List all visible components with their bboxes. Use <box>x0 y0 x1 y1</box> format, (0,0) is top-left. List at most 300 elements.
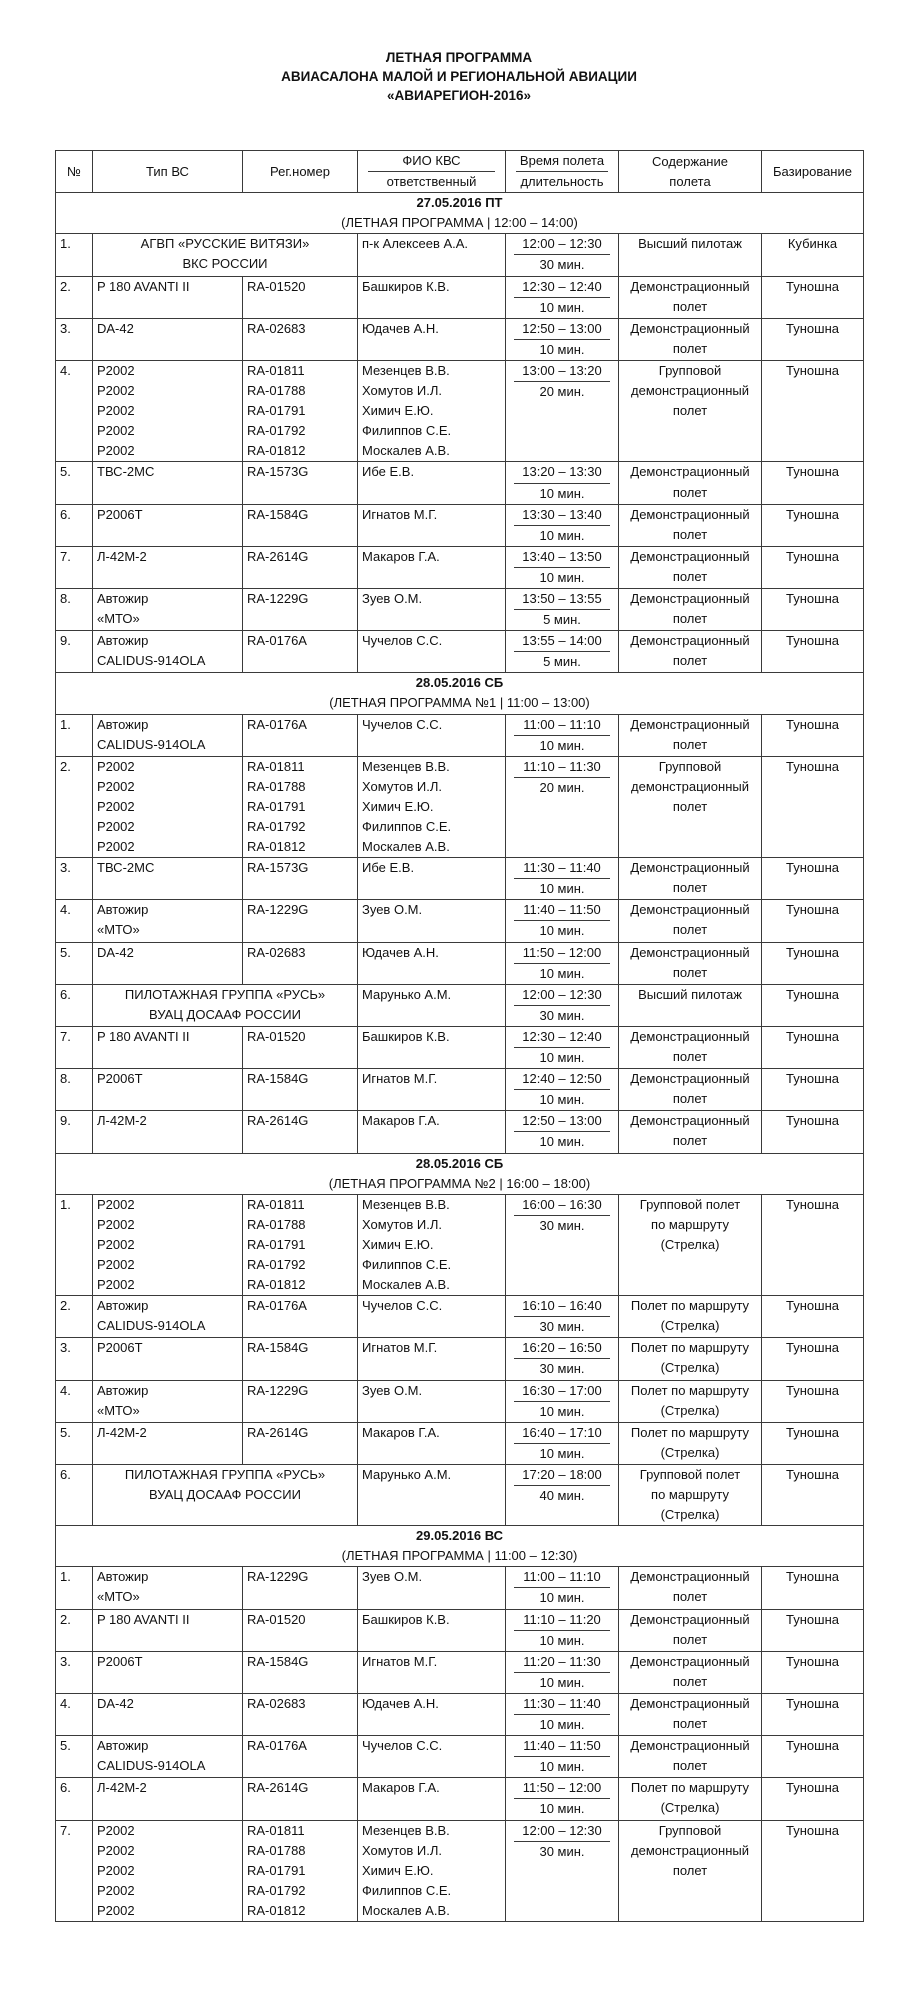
content-cell <box>619 858 762 900</box>
base-cell: Туношна <box>762 588 864 630</box>
aircraft-type: CALIDUS-914OLA <box>97 653 206 669</box>
table-row <box>56 1651 864 1693</box>
pilot-name: Ибе Е.В. <box>362 860 415 876</box>
time-cell <box>506 984 619 1026</box>
base-cell: Туношна <box>762 1736 864 1778</box>
flight-program-table <box>55 150 864 1922</box>
flight-time: 13:30 – 13:40 <box>514 505 610 526</box>
base-cell: Туношна <box>762 318 864 360</box>
date-row <box>56 673 864 714</box>
header-reg: Рег.номер <box>243 151 358 193</box>
flight-content: Высший пилотаж <box>638 236 742 252</box>
aircraft-type: Автожир <box>97 1382 149 1398</box>
table-row <box>56 756 864 857</box>
table-row <box>56 1567 864 1609</box>
content-cell <box>619 1693 762 1735</box>
flight-time: 13:50 – 13:55 <box>514 589 610 610</box>
time-cell <box>506 318 619 360</box>
row-number: 1. <box>56 714 93 756</box>
time-cell <box>506 1380 619 1422</box>
registration-cell <box>243 1296 358 1338</box>
registration-number: RA-01788 <box>247 778 306 794</box>
flight-content: (Стрелка) <box>660 1318 720 1334</box>
content-cell <box>619 1609 762 1651</box>
aircraft-type-cell <box>93 1338 243 1380</box>
row-number: 3. <box>56 1651 93 1693</box>
aircraft-type-cell <box>93 318 243 360</box>
base-cell: Туношна <box>762 631 864 673</box>
flight-duration: 10 мин. <box>539 569 585 585</box>
table-row <box>56 984 864 1026</box>
base-cell: Туношна <box>762 714 864 756</box>
pilot-cell <box>358 462 506 504</box>
flight-content: Демонстрационный <box>630 1113 750 1129</box>
time-cell <box>506 276 619 318</box>
registration-number: RA-0176A <box>247 633 307 649</box>
aircraft-type-cell <box>93 1296 243 1338</box>
flight-content: демонстрационный <box>631 383 749 399</box>
program-subtitle: (ЛЕТНАЯ ПРОГРАММА | 12:00 – 14:00) <box>341 215 578 231</box>
base-cell: Туношна <box>762 942 864 984</box>
flight-duration: 5 мин. <box>543 654 581 670</box>
table-row <box>56 1026 864 1068</box>
aircraft-type-cell <box>93 1693 243 1735</box>
time-cell <box>506 1422 619 1464</box>
aircraft-type: P2006T <box>97 1340 143 1356</box>
registration-cell <box>243 1820 358 1921</box>
pilot-cell <box>358 1820 506 1921</box>
registration-cell <box>243 1736 358 1778</box>
aircraft-type: ВУАЦ ДОСААФ РОССИИ <box>149 1487 301 1502</box>
date-row <box>56 1526 864 1567</box>
flight-time: 16:00 – 16:30 <box>514 1195 610 1216</box>
header-row <box>56 151 864 193</box>
pilot-name: Химич Е.Ю. <box>362 1862 434 1878</box>
table-row <box>56 276 864 318</box>
aircraft-type: CALIDUS-914OLA <box>97 1318 206 1334</box>
time-cell <box>506 234 619 276</box>
content-cell <box>619 1069 762 1111</box>
base-cell: Туношна <box>762 1194 864 1295</box>
aircraft-type-cell <box>93 360 243 461</box>
aircraft-type: «МТО» <box>97 922 140 938</box>
base-cell: Туношна <box>762 546 864 588</box>
row-number: 1. <box>56 1567 93 1609</box>
aircraft-type: P2002 <box>97 1902 135 1918</box>
content-cell <box>619 318 762 360</box>
pilot-name: Башкиров К.В. <box>362 1611 450 1627</box>
flight-time: 13:55 – 14:00 <box>514 631 610 652</box>
flight-content: Групповой <box>658 1822 722 1838</box>
content-cell <box>619 1422 762 1464</box>
flight-duration: 10 мин. <box>539 341 585 357</box>
content-cell <box>619 1026 762 1068</box>
table-row <box>56 1111 864 1153</box>
flight-content: (Стрелка) <box>660 1236 720 1252</box>
flight-duration: 10 мин. <box>539 1674 585 1690</box>
flight-content: полет <box>672 653 708 669</box>
flight-content: полет <box>672 1862 708 1878</box>
row-number: 7. <box>56 1820 93 1921</box>
registration-number: RA-01520 <box>247 1028 306 1044</box>
base-cell: Туношна <box>762 462 864 504</box>
date-cell <box>56 673 864 714</box>
pilot-name: Чучелов С.С. <box>362 633 443 649</box>
registration-number: RA-01811 <box>247 362 305 378</box>
flight-content: Демонстрационный <box>630 1653 750 1669</box>
time-cell <box>506 1651 619 1693</box>
date-cell <box>56 1153 864 1194</box>
aircraft-type: P2006T <box>97 506 143 522</box>
aircraft-type: P2002 <box>97 1822 135 1838</box>
flight-duration: 5 мин. <box>543 612 581 628</box>
header-pilot: ФИО КВС ответственный <box>358 151 506 193</box>
row-number: 9. <box>56 631 93 673</box>
aircraft-type: Автожир <box>97 1738 149 1754</box>
row-number: 3. <box>56 1338 93 1380</box>
pilot-cell <box>358 714 506 756</box>
base-cell: Кубинка <box>762 234 864 276</box>
flight-time: 12:30 – 12:40 <box>514 1027 610 1048</box>
content-cell <box>619 462 762 504</box>
row-number: 2. <box>56 276 93 318</box>
aircraft-group <box>93 234 358 276</box>
pilot-name: Башкиров К.В. <box>362 1028 450 1044</box>
flight-duration: 30 мин. <box>539 1361 585 1377</box>
base-cell: Туношна <box>762 1464 864 1525</box>
aircraft-type: P2002 <box>97 362 135 378</box>
base-cell: Туношна <box>762 1567 864 1609</box>
flight-duration: 10 мин. <box>539 1717 585 1733</box>
table-row <box>56 1609 864 1651</box>
pilot-name: Хомутов И.Л. <box>362 1216 442 1232</box>
flight-content: полет <box>672 1758 708 1774</box>
flight-duration: 10 мин. <box>539 1092 585 1108</box>
time-cell <box>506 900 619 942</box>
date-cell <box>56 193 864 234</box>
aircraft-type-cell <box>93 631 243 673</box>
flight-duration: 30 мин. <box>539 1319 585 1335</box>
flight-time: 11:00 – 11:10 <box>514 1567 610 1588</box>
row-number: 6. <box>56 1778 93 1820</box>
flight-content: Демонстрационный <box>630 860 750 876</box>
pilot-name: Юдачев А.Н. <box>362 1695 439 1711</box>
pilot-cell <box>358 360 506 461</box>
registration-number: RA-01811 <box>247 1822 305 1838</box>
flight-content: Полет по маршруту <box>630 1298 750 1314</box>
base-cell: Туношна <box>762 360 864 461</box>
aircraft-type-cell <box>93 504 243 546</box>
flight-time: 13:00 – 13:20 <box>514 361 610 382</box>
content-cell <box>619 276 762 318</box>
pilot-name: Зуев О.М. <box>362 1382 423 1398</box>
flight-content: полет <box>672 964 708 980</box>
content-cell <box>619 1736 762 1778</box>
program-subtitle: (ЛЕТНАЯ ПРОГРАММА №1 | 11:00 – 13:00) <box>329 695 590 711</box>
flight-duration: 10 мин. <box>539 527 585 543</box>
pilot-name: Москалев А.В. <box>362 443 450 459</box>
pilot-name: Игнатов М.Г. <box>362 1653 438 1669</box>
aircraft-type: P2002 <box>97 1882 135 1898</box>
flight-content: полет <box>672 526 708 542</box>
registration-number: RA-01791 <box>247 798 306 814</box>
flight-content: полет <box>672 298 708 314</box>
table-row <box>56 360 864 461</box>
pilot-name: Хомутов И.Л. <box>362 778 442 794</box>
date-cell <box>56 1526 864 1567</box>
content-cell <box>619 756 762 857</box>
pilot-name: Москалев А.В. <box>362 1902 450 1918</box>
row-number: 2. <box>56 1296 93 1338</box>
pilot-cell <box>358 942 506 984</box>
time-cell <box>506 1609 619 1651</box>
pilot-name: Хомутов И.Л. <box>362 383 442 399</box>
flight-content: Групповой <box>658 758 722 774</box>
row-number: 1. <box>56 1194 93 1295</box>
flight-duration: 30 мин. <box>539 1007 585 1023</box>
registration-number: RA-02683 <box>247 1695 306 1711</box>
row-number: 1. <box>56 234 93 276</box>
pilot-name: Химич Е.Ю. <box>362 798 434 814</box>
time-cell <box>506 1567 619 1609</box>
pilot-name: Макаров Г.А. <box>362 1424 440 1440</box>
flight-content: Демонстрационный <box>630 464 750 480</box>
row-number: 5. <box>56 1422 93 1464</box>
pilot-name: Мезенцев В.В. <box>362 1822 450 1838</box>
content-cell <box>619 1194 762 1295</box>
registration-number: RA-01788 <box>247 383 306 399</box>
aircraft-type: Автожир <box>97 1298 149 1314</box>
content-cell <box>619 631 762 673</box>
aircraft-type: CALIDUS-914OLA <box>97 1758 206 1774</box>
time-cell <box>506 1026 619 1068</box>
pilot-cell <box>358 858 506 900</box>
pilot-name: Филиппов С.Е. <box>362 423 452 439</box>
aircraft-type-cell <box>93 462 243 504</box>
pilot-cell <box>358 1380 506 1422</box>
pilot-cell <box>358 1338 506 1380</box>
row-number: 6. <box>56 984 93 1026</box>
flight-content: полет <box>672 340 708 356</box>
pilot-name: Макаров Г.А. <box>362 1780 440 1796</box>
aircraft-type: P2002 <box>97 758 135 774</box>
registration-number: RA-1584G <box>247 1071 309 1087</box>
aircraft-type-cell <box>93 756 243 857</box>
row-number: 3. <box>56 318 93 360</box>
table-row <box>56 1194 864 1295</box>
pilot-cell <box>358 318 506 360</box>
flight-content: (Стрелка) <box>660 1507 720 1523</box>
program-date: 27.05.2016 ПТ <box>416 195 503 211</box>
flight-time: 11:10 – 11:30 <box>514 757 610 778</box>
aircraft-type: P2002 <box>97 443 135 459</box>
flight-duration: 30 мин. <box>539 1217 585 1233</box>
flight-time: 12:00 – 12:30 <box>514 985 610 1006</box>
base-cell: Туношна <box>762 1693 864 1735</box>
date-row <box>56 1153 864 1194</box>
table-row <box>56 631 864 673</box>
aircraft-type-cell <box>93 1778 243 1820</box>
flight-content: Полет по маршруту <box>630 1382 750 1398</box>
aircraft-type-cell <box>93 276 243 318</box>
time-cell <box>506 1820 619 1921</box>
registration-cell <box>243 1609 358 1651</box>
row-number: 5. <box>56 1736 93 1778</box>
registration-number: RA-1584G <box>247 1340 309 1356</box>
time-cell <box>506 714 619 756</box>
flight-content: полет <box>672 1049 708 1065</box>
aircraft-type: АГВП «РУССКИЕ ВИТЯЗИ» <box>140 236 310 252</box>
time-cell <box>506 942 619 984</box>
aircraft-type: Автожир <box>97 902 149 918</box>
flight-duration: 10 мин. <box>539 965 585 981</box>
pilot-cell <box>358 1194 506 1295</box>
aircraft-type: CALIDUS-914OLA <box>97 736 206 752</box>
flight-time: 12:50 – 13:00 <box>514 1111 610 1132</box>
content-cell <box>619 1380 762 1422</box>
base-cell: Туношна <box>762 1651 864 1693</box>
flight-time: 16:10 – 16:40 <box>514 1296 610 1317</box>
flight-content: демонстрационный <box>631 1842 749 1858</box>
registration-cell <box>243 1069 358 1111</box>
pilot-cell <box>358 1567 506 1609</box>
registration-cell <box>243 1422 358 1464</box>
time-cell <box>506 462 619 504</box>
table-row <box>56 1464 864 1525</box>
flight-duration: 10 мин. <box>539 1590 585 1606</box>
flight-content: полет <box>672 1589 708 1605</box>
content-cell <box>619 546 762 588</box>
row-number: 4. <box>56 900 93 942</box>
base-cell: Туношна <box>762 984 864 1026</box>
registration-number: RA-1573G <box>247 464 309 480</box>
flight-duration: 10 мин. <box>539 1801 585 1817</box>
pilot-cell <box>358 756 506 857</box>
title-line: «АВИАРЕГИОН-2016» <box>386 88 532 103</box>
row-number: 6. <box>56 504 93 546</box>
flight-content: Демонстрационный <box>630 944 750 960</box>
pilot-name: Химич Е.Ю. <box>362 403 434 419</box>
pilot-name: Филиппов С.Е. <box>362 1882 452 1898</box>
registration-cell <box>243 714 358 756</box>
content-cell <box>619 234 762 276</box>
pilot-cell <box>358 234 506 276</box>
base-cell: Туношна <box>762 858 864 900</box>
flight-content: полет <box>672 1673 708 1689</box>
flight-content: полет <box>672 922 708 938</box>
time-cell <box>506 1736 619 1778</box>
registration-cell <box>243 1651 358 1693</box>
pilot-name: Юдачев А.Н. <box>362 320 439 336</box>
pilot-name: Марунько А.М. <box>362 986 452 1002</box>
pilot-name: Хомутов И.Л. <box>362 1842 442 1858</box>
pilot-cell <box>358 1609 506 1651</box>
row-number: 4. <box>56 1380 93 1422</box>
pilot-name: Чучелов С.С. <box>362 1738 443 1754</box>
aircraft-type: «МТО» <box>97 611 140 627</box>
pilot-name: Москалев А.В. <box>362 1277 450 1293</box>
registration-cell <box>243 1111 358 1153</box>
flight-content: Демонстрационный <box>630 1071 750 1087</box>
aircraft-type-cell <box>93 1567 243 1609</box>
time-cell <box>506 1194 619 1295</box>
content-cell <box>619 1338 762 1380</box>
pilot-cell <box>358 1736 506 1778</box>
pilot-name: Чучелов С.С. <box>362 1298 443 1314</box>
flight-time: 13:20 – 13:30 <box>514 462 610 483</box>
registration-cell <box>243 1026 358 1068</box>
pilot-cell <box>358 1422 506 1464</box>
aircraft-type-cell <box>93 1651 243 1693</box>
flight-content: полет <box>672 1716 708 1732</box>
flight-content: полет <box>672 484 708 500</box>
aircraft-type: DA-42 <box>97 944 134 960</box>
aircraft-type: P2002 <box>97 1236 135 1252</box>
table-row <box>56 1422 864 1464</box>
registration-number: RA-01792 <box>247 1882 306 1898</box>
content-cell <box>619 1111 762 1153</box>
row-number: 6. <box>56 1464 93 1525</box>
pilot-name: Филиппов С.Е. <box>362 1256 452 1272</box>
pilot-name: Москалев А.В. <box>362 839 450 855</box>
registration-cell <box>243 504 358 546</box>
row-number: 3. <box>56 858 93 900</box>
aircraft-type-cell <box>93 900 243 942</box>
aircraft-type: P2002 <box>97 1277 135 1293</box>
flight-content: полет <box>672 611 708 627</box>
flight-content: Высший пилотаж <box>638 986 742 1002</box>
pilot-name: Макаров Г.А. <box>362 1113 440 1129</box>
aircraft-type: P2006T <box>97 1071 143 1087</box>
table-row <box>56 1296 864 1338</box>
content-cell <box>619 504 762 546</box>
flight-content: Полет по маршруту <box>630 1780 750 1796</box>
aircraft-type-cell <box>93 714 243 756</box>
aircraft-type-cell <box>93 546 243 588</box>
content-cell <box>619 1296 762 1338</box>
aircraft-type: ПИЛОТАЖНАЯ ГРУППА «РУСЬ» <box>124 1466 326 1482</box>
registration-number: RA-2614G <box>247 1113 309 1129</box>
flight-duration: 10 мин. <box>539 1403 585 1419</box>
flight-content: (Стрелка) <box>660 1360 720 1376</box>
flight-content: полет <box>672 1091 708 1107</box>
registration-number: RA-01812 <box>247 443 306 459</box>
aircraft-type: DA-42 <box>97 320 134 336</box>
pilot-name: Химич Е.Ю. <box>362 1236 434 1252</box>
content-cell <box>619 942 762 984</box>
registration-number: RA-1229G <box>247 1569 309 1585</box>
flight-duration: 40 мин. <box>539 1488 585 1503</box>
flight-time: 11:10 – 11:20 <box>514 1610 610 1631</box>
program-subtitle: (ЛЕТНАЯ ПРОГРАММА | 11:00 – 12:30) <box>341 1548 578 1564</box>
program-date: 29.05.2016 ВС <box>416 1528 503 1544</box>
aircraft-type: Автожир <box>97 1569 149 1585</box>
pilot-name: п-к Алексеев А.А. <box>362 236 469 252</box>
registration-number: RA-0176A <box>247 1298 307 1314</box>
pilot-cell <box>358 1111 506 1153</box>
registration-number: RA-0176A <box>247 1738 307 1754</box>
flight-time: 12:30 – 12:40 <box>514 277 610 298</box>
registration-number: RA-2614G <box>247 1424 309 1440</box>
aircraft-type: Л-42М-2 <box>97 1424 147 1440</box>
header-content: Содержание полета <box>619 151 762 193</box>
base-cell: Туношна <box>762 756 864 857</box>
registration-cell <box>243 276 358 318</box>
registration-number: RA-01520 <box>247 1611 306 1627</box>
aircraft-type: P2002 <box>97 1216 135 1232</box>
base-cell: Туношна <box>762 1069 864 1111</box>
registration-number: RA-1573G <box>247 860 309 876</box>
